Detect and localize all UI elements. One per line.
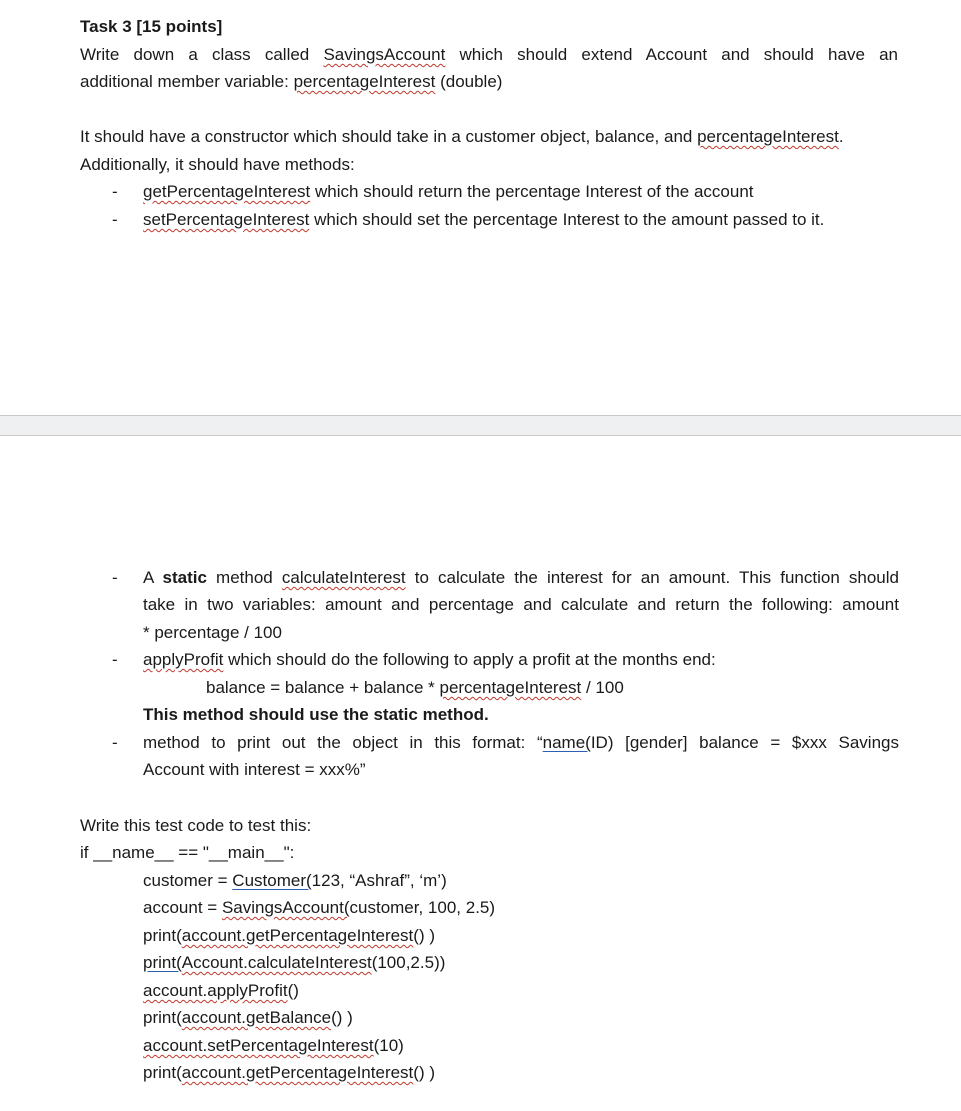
page-break-gap: [0, 415, 961, 436]
task-heading: Task 3 [15 points]: [80, 17, 223, 36]
method-get-item: getPercentageInterest which should return the percentage Interest of the account: [143, 182, 754, 201]
intro-line-2: additional member variable: percentageInterest (double): [80, 72, 503, 91]
code-line-set-interest: account.setPercentageInterest(10): [143, 1036, 404, 1055]
static-method-line-2: take in two variables: amount and percentage and calculate and return the following: amount: [143, 595, 899, 614]
bullet-dash: -: [112, 210, 118, 229]
code-line-print-interest: print(account.getPercentageInterest() ): [143, 926, 435, 945]
main-guard-line: if __name__ == "__main__":: [80, 843, 295, 862]
constructor-line: It should have a constructor which should take in a customer object, balance, and percentageInterest.: [80, 127, 844, 146]
code-line-customer: customer = Customer(123, “Ashraf”, ‘m’): [143, 871, 447, 890]
print-method-line-2: Account with interest = xxx%”: [143, 760, 366, 779]
code-line-print-interest-2: print(account.getPercentageInterest() ): [143, 1063, 435, 1082]
class-name: SavingsAccount: [323, 45, 446, 64]
intro-line-1: Write down a class called SavingsAccount which should extend Account and should have an: [80, 45, 898, 64]
static-method-line-3: * percentage / 100: [143, 623, 282, 642]
static-usage-note: This method should use the static method.: [143, 705, 489, 724]
document-page-1: [0, 0, 961, 415]
print-method-line-1: method to print out the object in this format: “name(ID) [gender] balance = $xxx Savings: [143, 733, 899, 752]
bullet-dash: -: [112, 650, 118, 669]
bullet-dash: -: [112, 182, 118, 201]
methods-intro: Additionally, it should have methods:: [80, 155, 355, 174]
code-line-print-calc: print(Account.calculateInterest(100,2.5)): [143, 953, 446, 972]
apply-profit-item: applyProfit which should do the following to apply a profit at the months end:: [143, 650, 716, 669]
method-set-item: setPercentageInterest which should set the percentage Interest to the amount passed to it.: [143, 210, 825, 229]
bullet-dash: -: [112, 733, 118, 752]
formula-line: balance = balance + balance * percentageInterest / 100: [206, 678, 624, 697]
member-variable: percentageInterest: [293, 72, 436, 91]
code-line-apply-profit: account.applyProfit(): [143, 981, 299, 1000]
static-method-line-1: A static method calculateInterest to calculate the interest for an amount. This function should: [143, 568, 899, 587]
test-intro: Write this test code to test this:: [80, 816, 312, 835]
document-page-2: [0, 436, 961, 1111]
code-line-account: account = SavingsAccount(customer, 100, 2.5): [143, 898, 496, 917]
code-line-print-balance: print(account.getBalance() ): [143, 1008, 353, 1027]
bullet-dash: -: [112, 568, 118, 587]
